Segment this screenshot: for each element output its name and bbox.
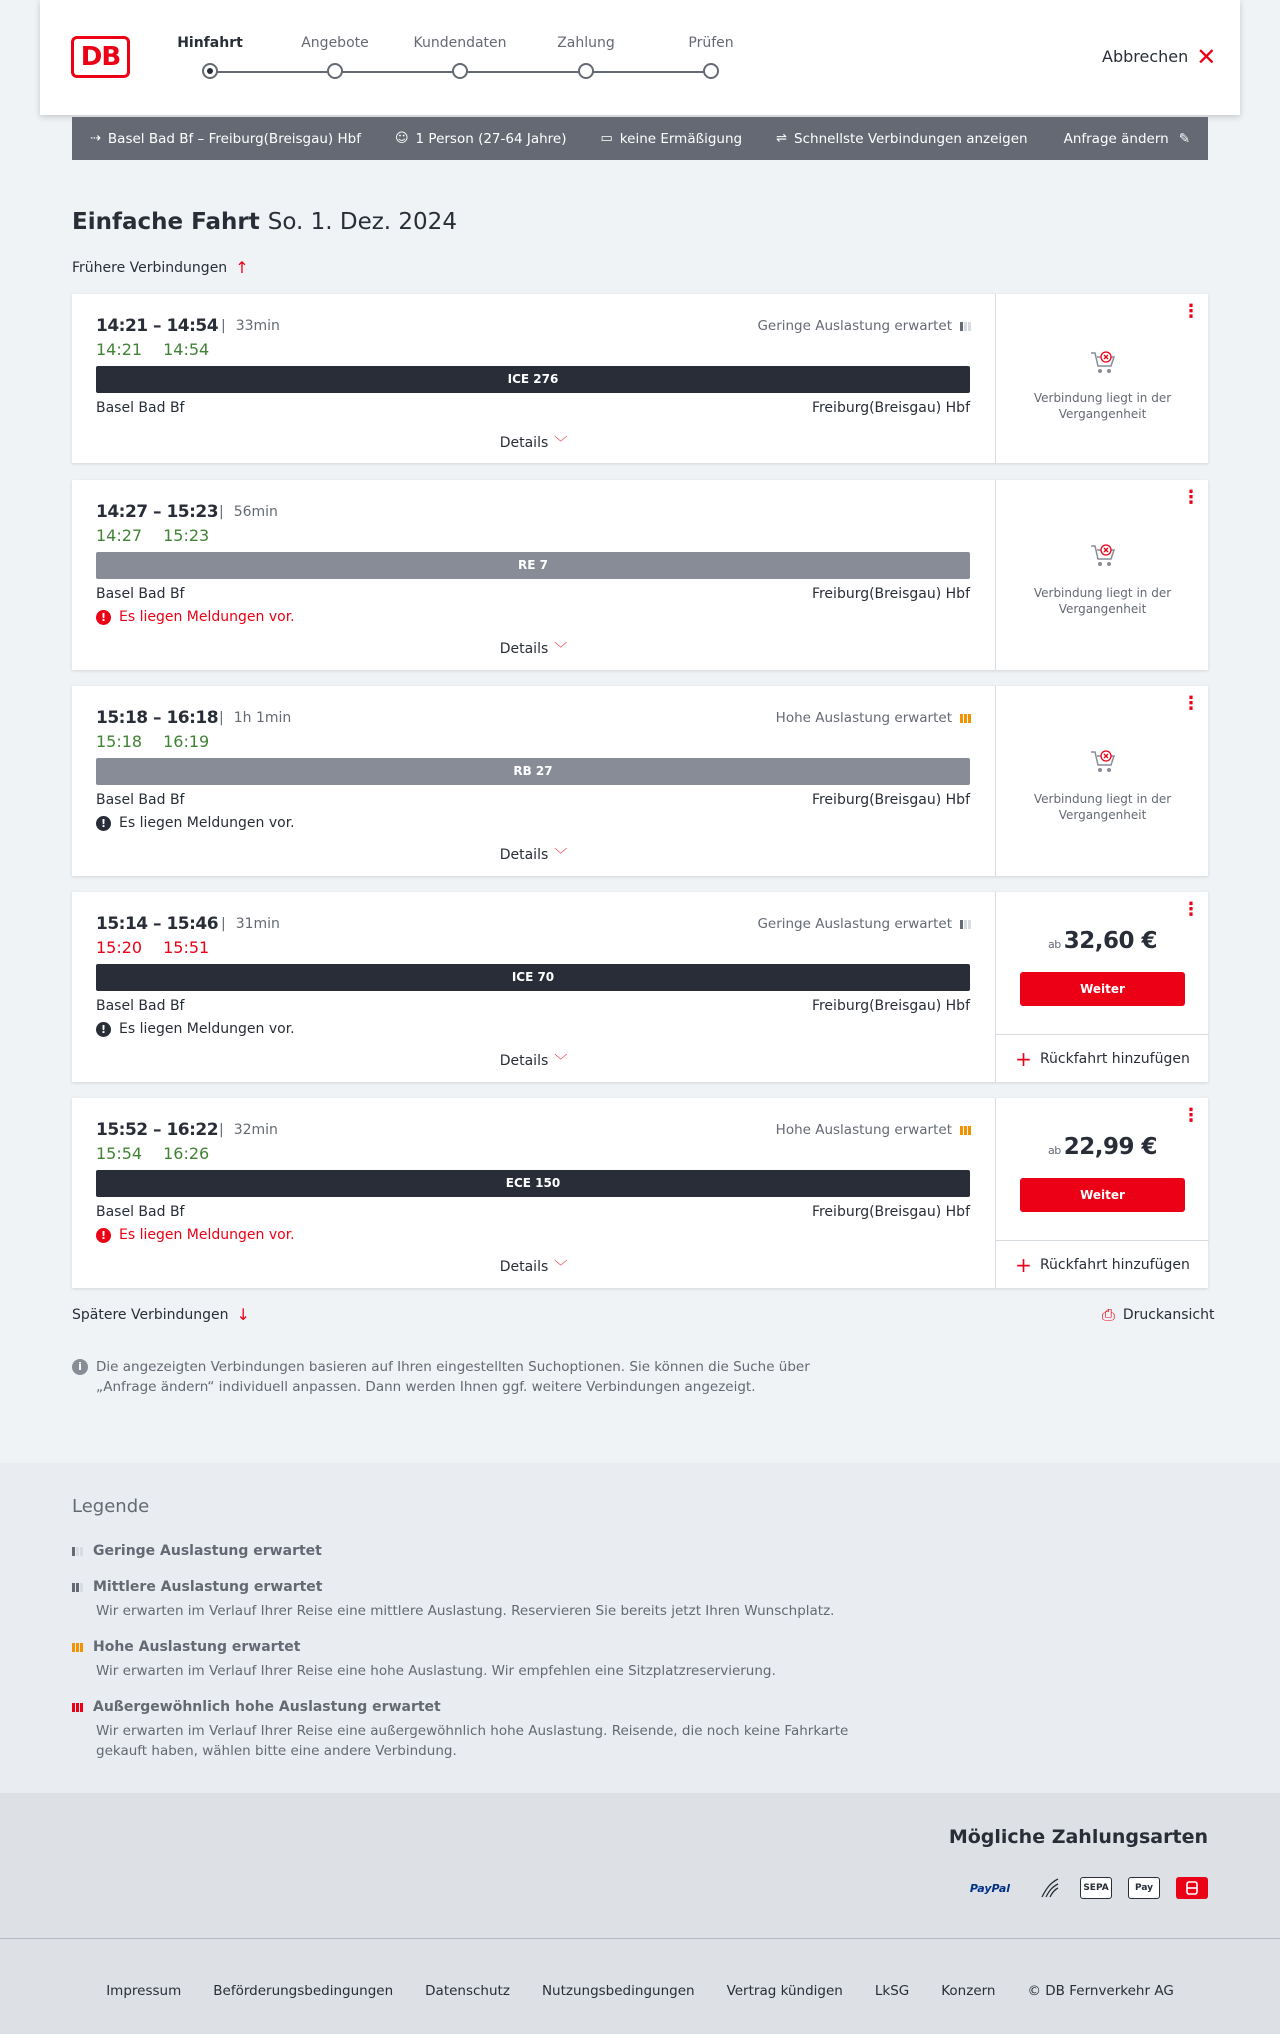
stations: Basel Bad Bf Freiburg(Breisgau) Hbf — [96, 1204, 970, 1220]
planned-times: 15:52 – 16:22 — [96, 1120, 219, 1140]
db-logo[interactable]: DB — [71, 36, 130, 78]
train-bar[interactable]: ECE 150 — [96, 1170, 970, 1197]
alert-icon: ! — [96, 816, 111, 831]
occupancy-high-icon — [72, 1643, 83, 1652]
footer — [0, 1938, 1280, 2034]
occupancy-low-icon — [960, 322, 971, 331]
occupancy-extreme-icon — [72, 1703, 83, 1712]
discount-text: keine Ermäßigung — [619, 130, 743, 147]
step-angebote: Angebote — [301, 35, 369, 51]
step-dot-angebote — [327, 63, 343, 79]
train-bar[interactable]: ICE 70 — [96, 964, 970, 991]
sepa-icon: SEPA — [1080, 1877, 1112, 1899]
search-info-note — [72, 1357, 852, 1397]
chevron-down-icon: ﹀ — [554, 642, 568, 657]
occupancy-indicator: Hohe Auslastung erwartet — [776, 1122, 971, 1138]
details-toggle[interactable]: Details ﹀ — [499, 641, 568, 657]
alert-icon: ! — [96, 610, 111, 625]
price: ab 22,99 € — [1048, 1134, 1157, 1160]
legend-section — [0, 1463, 1280, 1793]
step-dot-zahlung — [578, 63, 594, 79]
continue-button[interactable]: Weiter — [1020, 1178, 1185, 1212]
realtime-times: 14:27 15:23 — [96, 526, 210, 545]
connection-card — [72, 686, 1208, 876]
occupancy-low-icon — [72, 1547, 83, 1556]
connection-card — [72, 294, 1208, 463]
chevron-down-icon: ﹀ — [554, 1260, 568, 1275]
disruption-message[interactable]: ! Es liegen Meldungen vor. — [96, 609, 295, 625]
footer-link-befoerderungsbedingungen[interactable]: Beförderungsbedingungen — [213, 1983, 394, 1999]
arrow-up-icon: ↑ — [235, 258, 249, 277]
duration: | 1h 1min — [219, 710, 292, 726]
step-kundendaten: Kundendaten — [413, 35, 507, 51]
legend-title: Legende — [72, 1496, 150, 1517]
step-zahlung: Zahlung — [557, 35, 615, 51]
price: ab 32,60 € — [1048, 928, 1157, 954]
arrow-down-icon: ↓ — [236, 1305, 250, 1324]
occupancy-indicator: Geringe Auslastung erwartet — [757, 318, 971, 334]
print-view-link[interactable] — [1102, 1305, 1214, 1325]
earlier-connections-link[interactable] — [72, 258, 249, 277]
fastest-connections-toggle[interactable] — [776, 131, 1027, 147]
route-text: Basel Bad Bf – Freiburg(Breisgau) Hbf — [107, 130, 361, 147]
page-title — [72, 209, 457, 235]
planned-times: 15:14 – 15:46 — [96, 914, 219, 934]
footer-link-impressum[interactable]: Impressum — [106, 1983, 182, 1999]
later-label: Spätere Verbindungen — [72, 1306, 229, 1323]
alert-icon: ! — [96, 1022, 111, 1037]
cart-unavailable-icon — [1088, 348, 1118, 376]
more-options-icon[interactable]: ⋮ — [1182, 301, 1200, 322]
later-connections-link[interactable] — [72, 1305, 250, 1324]
stations: Basel Bad Bf Freiburg(Breisgau) Hbf — [96, 998, 970, 1014]
occupancy-low-icon — [960, 920, 971, 929]
more-options-icon[interactable]: ⋮ — [1182, 899, 1200, 920]
realtime-times: 15:54 16:26 — [96, 1144, 210, 1163]
add-return-trip-button[interactable]: + Rückfahrt hinzufügen — [996, 1240, 1209, 1288]
details-toggle[interactable]: Details ﹀ — [499, 435, 568, 451]
stations: Basel Bad Bf Freiburg(Breisgau) Hbf — [96, 586, 970, 602]
chevron-down-icon: ﹀ — [554, 1054, 568, 1069]
more-options-icon[interactable]: ⋮ — [1182, 487, 1200, 508]
traveller-text: 1 Person (27-64 Jahre) — [415, 130, 567, 147]
step-hinfahrt[interactable]: Hinfahrt — [177, 35, 243, 51]
route-summary[interactable] — [90, 131, 361, 147]
step-dot-hinfahrt[interactable] — [202, 63, 218, 79]
query-summary-bar — [72, 117, 1208, 160]
planned-times: 15:18 – 16:18 — [96, 708, 219, 728]
footer-link-lksg[interactable]: LkSG — [874, 1983, 910, 1999]
price-panel — [995, 686, 1208, 876]
step-dot-kundendaten — [452, 63, 468, 79]
plus-icon: + — [1015, 1046, 1032, 1071]
step-dot-pruefen — [703, 63, 719, 79]
details-toggle[interactable]: Details ﹀ — [499, 1259, 568, 1275]
past-notice: Verbindung liegt in der Vergangenheit — [1033, 391, 1172, 421]
paypal-icon: PayPal — [969, 1881, 1011, 1895]
price-panel — [995, 480, 1208, 670]
print-label: Druckansicht — [1122, 1307, 1215, 1323]
earlier-label: Frühere Verbindungen — [72, 259, 228, 276]
plus-icon: + — [1015, 1252, 1032, 1277]
legend-item: Geringe Auslastung erwartet — [72, 1543, 322, 1559]
footer-link-datenschutz[interactable]: Datenschutz — [425, 1983, 510, 1999]
connection-info[interactable] — [72, 892, 995, 1082]
person-icon: ☺ — [394, 131, 409, 146]
progress-header — [40, 0, 1240, 115]
connection-info[interactable] — [72, 686, 995, 876]
price-panel — [995, 1098, 1208, 1288]
fastest-text: Schnellste Verbindungen anzeigen — [794, 130, 1028, 147]
cancel-button[interactable] — [1102, 42, 1217, 71]
cancel-label: Abbrechen — [1102, 47, 1189, 66]
chevron-down-icon: ﹀ — [554, 848, 568, 863]
chevron-down-icon: ﹀ — [554, 436, 568, 451]
realtime-times: 15:18 16:19 — [96, 732, 210, 751]
cart-unavailable-icon — [1088, 541, 1118, 569]
stations: Basel Bad Bf Freiburg(Breisgau) Hbf — [96, 792, 970, 808]
payment-title: Mögliche Zahlungsarten — [948, 1826, 1208, 1848]
realtime-times: 14:21 14:54 — [96, 340, 210, 359]
realtime-times: 15:20 15:51 — [96, 938, 210, 957]
sliders-icon: ⇌ — [776, 131, 788, 146]
edit-query-button[interactable] — [1064, 131, 1190, 147]
connection-card — [72, 1098, 1208, 1288]
past-notice: Verbindung liegt in der Vergangenheit — [1033, 586, 1172, 616]
disruption-message[interactable]: ! Es liegen Meldungen vor. — [96, 1227, 295, 1243]
trip-type: Einfache Fahrt — [72, 209, 260, 235]
disruption-message[interactable]: ! Es liegen Meldungen vor. — [96, 1021, 295, 1037]
price-panel — [995, 892, 1208, 1082]
occupancy-medium-icon — [72, 1583, 83, 1592]
step-pruefen: Prüfen — [688, 35, 734, 51]
add-return-trip-button[interactable]: + Rückfahrt hinzufügen — [996, 1034, 1209, 1082]
disruption-message[interactable]: ! Es liegen Meldungen vor. — [96, 815, 295, 831]
pencil-icon: ✎ — [1178, 130, 1190, 147]
train-bar[interactable]: RE 7 — [96, 552, 970, 579]
continue-button[interactable]: Weiter — [1020, 972, 1185, 1006]
footer-link-vertrag-kuendigen[interactable]: Vertrag kündigen — [726, 1983, 843, 1999]
occupancy-high-icon — [960, 714, 971, 723]
legend-item: Mittlere Auslastung erwartet Wir erwarten im Verlauf Ihrer Reise eine mittlere Auslastung. Reservieren Sie bereits jetzt Ihren Wunschplatz. — [72, 1579, 856, 1621]
duration: | 32min — [219, 1122, 278, 1138]
trip-date: So. 1. Dez. 2024 — [267, 209, 457, 235]
price-panel — [995, 294, 1208, 463]
connection-info[interactable] — [72, 480, 995, 670]
details-toggle[interactable]: Details ﹀ — [499, 847, 568, 863]
connection-card — [72, 480, 1208, 670]
cart-unavailable-icon — [1088, 747, 1118, 775]
details-toggle[interactable]: Details ﹀ — [499, 1053, 568, 1069]
train-bar[interactable]: RB 27 — [96, 758, 970, 785]
occupancy-high-icon — [960, 1126, 971, 1135]
connection-info[interactable] — [72, 294, 995, 463]
connection-card — [72, 892, 1208, 1082]
more-options-icon[interactable]: ⋮ — [1182, 1105, 1200, 1126]
duration: | 33min — [221, 318, 280, 334]
duration: | 56min — [219, 504, 278, 520]
train-bar[interactable]: ICE 276 — [96, 366, 970, 393]
discount-summary[interactable] — [601, 131, 743, 147]
info-icon: i — [72, 1359, 88, 1375]
planned-times: 14:27 – 15:23 — [96, 502, 219, 522]
stations: Basel Bad Bf Freiburg(Breisgau) Hbf — [96, 400, 970, 416]
footer-link-konzern[interactable]: Konzern — [941, 1983, 996, 1999]
edit-query-label: Anfrage ändern — [1063, 130, 1169, 147]
giropay-icon — [1176, 1877, 1208, 1899]
card-icon: ▭ — [600, 131, 613, 146]
occupancy-indicator: Geringe Auslastung erwartet — [757, 916, 971, 932]
past-notice: Verbindung liegt in der Vergangenheit — [1033, 792, 1172, 822]
printer-icon: ⎙ — [1102, 1305, 1115, 1324]
apple-pay-icon: Pay — [1128, 1877, 1160, 1899]
traveller-summary[interactable] — [395, 131, 567, 147]
arrow-right-icon: ⇢ — [90, 131, 101, 146]
close-icon: ✕ — [1196, 42, 1217, 71]
legend-item: Außergewöhnlich hohe Auslastung erwartet Wir erwarten im Verlauf Ihrer Reise eine außergewöhnlich hohe Auslastung. Reisende, die noch keine Fahrkarte gekauft haben, wählen bitte eine andere Verbindung. — [72, 1699, 856, 1761]
footer-link-nutzungsbedingungen[interactable]: Nutzungsbedingungen — [541, 1983, 695, 1999]
direct-debit-icon — [1036, 1877, 1064, 1899]
duration: | 31min — [221, 916, 280, 932]
planned-times: 14:21 – 14:54 — [96, 316, 219, 336]
occupancy-indicator: Hohe Auslastung erwartet — [776, 710, 971, 726]
connection-info[interactable] — [72, 1098, 995, 1288]
legend-item: Hohe Auslastung erwartet Wir erwarten im Verlauf Ihrer Reise eine hohe Auslastung. Wir empfehlen eine Sitzplatzreservierung. — [72, 1639, 856, 1681]
more-options-icon[interactable]: ⋮ — [1182, 693, 1200, 714]
alert-icon: ! — [96, 1228, 111, 1243]
payment-icons — [960, 1877, 1208, 1899]
info-text: Die angezeigten Verbindungen basieren auf Ihren eingestellten Suchoptionen. Sie können die Suche über „Anfrage ändern“ individuell anpassen. Dann werden Ihnen ggf. weitere Verbindungen angezeigt. — [96, 1359, 810, 1395]
payment-methods-section — [0, 1793, 1280, 1938]
footer-links — [0, 1983, 1280, 1999]
footer-copyright: © DB Fernverkehr AG — [1027, 1983, 1174, 1999]
